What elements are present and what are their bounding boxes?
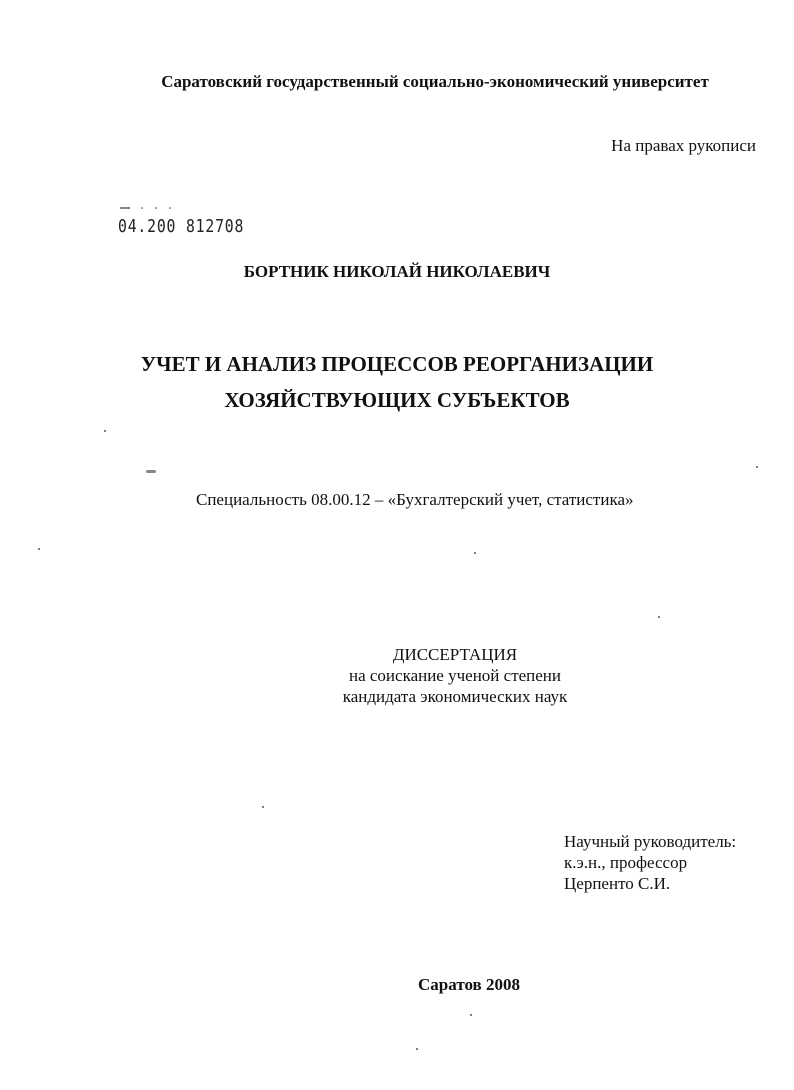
degree-line-2: кандидата экономических наук [342,687,568,706]
scan-speck [470,1014,472,1016]
archive-stamp: 04.200 812708 [118,216,245,237]
scan-speck [756,466,758,468]
scan-speck [416,1048,418,1050]
city-year: Саратов 2008 [418,975,520,994]
supervisor-degree: к.э.н., профессор [564,853,688,872]
degree-type: ДИССЕРТАЦИЯ [392,645,518,664]
specialty: Специальность 08.00.12 – «Бухгалтерский учет, статистика» [196,490,634,509]
scan-speck [262,806,264,808]
supervisor-name: Церпенто С.И. [564,874,671,893]
title-line-1: УЧЕТ И АНАЛИЗ ПРОЦЕССОВ РЕОРГАНИЗАЦИИ [140,352,654,376]
scan-speck [104,430,106,432]
scan-speck [474,552,476,554]
author-name: БОРТНИК НИКОЛАЙ НИКОЛАЕВИЧ [243,262,551,281]
rights-note: На правах рукописи [611,136,756,155]
university-name: Саратовский государственный социально-экономический университет [161,72,709,91]
supervisor-label: Научный руководитель: [564,832,737,851]
stamp-marks [120,206,180,210]
scan-speck [146,470,156,473]
scan-speck [658,616,660,618]
degree-line-1: на соискание ученой степени [348,666,562,685]
scan-speck [38,548,40,550]
title-line-2: ХОЗЯЙСТВУЮЩИХ СУБЪЕКТОВ [224,388,570,412]
